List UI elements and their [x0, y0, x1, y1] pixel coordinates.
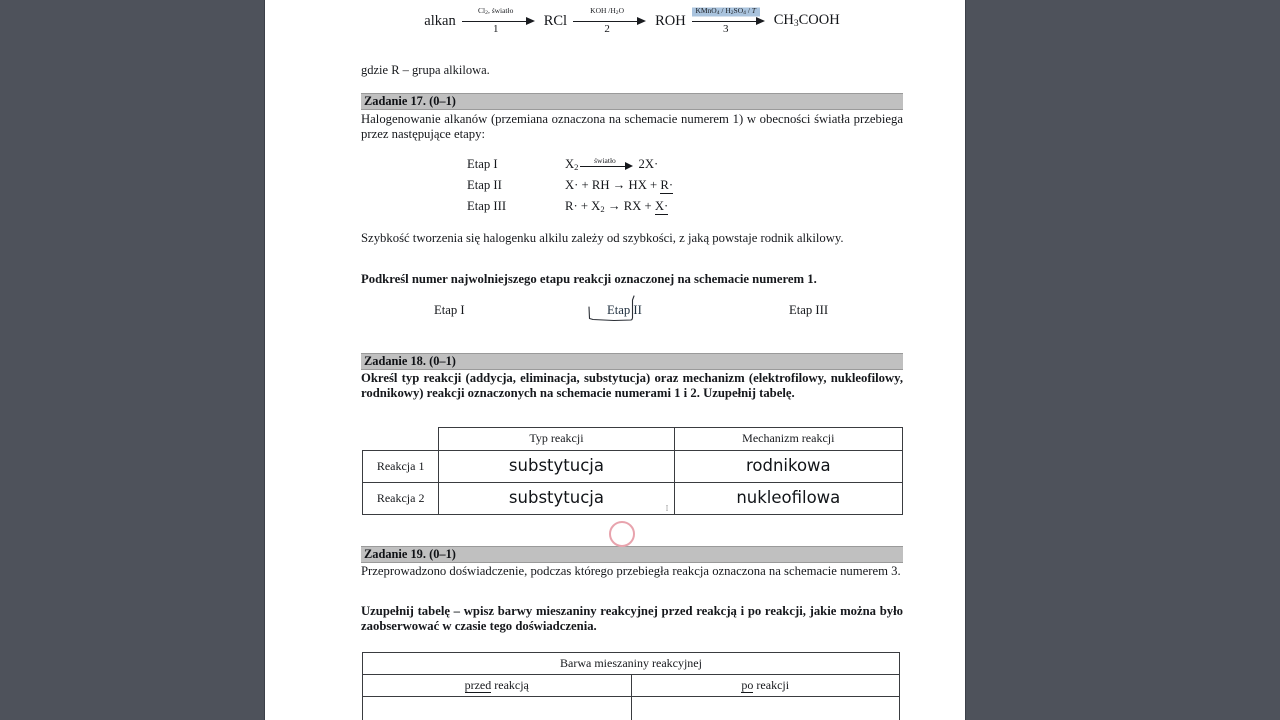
step-equation: [565, 178, 673, 193]
scheme-arrow-2-number: 2: [604, 23, 610, 35]
underlined-word-przed: przed: [464, 678, 492, 692]
task-19-instruction: Uzupełnij tabelę – wpisz barwy mieszaniny reakcyjnej przed reakcją i po reakcji, jakie można było zaobserwować w czasie tego doświadczenia.: [361, 604, 903, 634]
table-col-header-po: po reakcji: [631, 675, 900, 697]
scheme-arrow-1-number: 1: [492, 23, 499, 35]
option-etap-ii[interactable]: Etap II: [607, 303, 642, 317]
underlined-word-po: po: [741, 678, 754, 692]
arrow-line: [692, 21, 758, 22]
table-header-row: [363, 428, 903, 451]
table-header-row: [363, 675, 900, 697]
scheme-species-rcl: RCl: [543, 12, 568, 29]
scheme-species-acetic-acid: $CH_3COOH$: [773, 12, 840, 30]
task-17-header: [361, 93, 903, 110]
task-17-intro: Halogenowanie alkanów (przemiana oznaczona na schemacie numerem 1) w obecności światła przebiega przez następujące etapy:: [361, 112, 903, 142]
task-18-instruction: Określ typ reakcji (addycja, eliminacja, substytucja) oraz mechanizm (elektrofilowy, nukleofilowy, rodnikowy) reakcji oznaczonych na schemacie numerami 1 i 2. Uzupełnij tabelę.: [361, 371, 903, 401]
answer-cell-mechanizm-reakcja-1[interactable]: rodnikowa: [674, 450, 902, 482]
table-title-row: [363, 653, 900, 675]
scheme-species-roh: ROH: [655, 12, 686, 29]
table-col-header-typ: Typ reakcji: [439, 428, 674, 451]
table-row[interactable]: [363, 697, 900, 720]
task-19-header: [361, 546, 903, 563]
scheme-arrow-3: [692, 4, 768, 38]
step-row: [467, 154, 847, 175]
table-title-barwa: Barwa mieszaniny reakcyjnej: [363, 653, 900, 675]
scheme-arrow-3-number: 3: [722, 23, 729, 35]
scheme-arrow-3-conditions: KMnO$_4$ / $H_2SO_4$ / T: [692, 6, 760, 18]
scheme-arrow-2-conditions: KOH $/H_2O$: [590, 6, 624, 17]
step-equation-plain: X· + RH → HX +: [565, 178, 658, 192]
answer-cell-po-reakcji[interactable]: [631, 697, 900, 720]
step-arrow-condition: światło: [594, 156, 616, 166]
step-equation-underlined: X·: [654, 199, 669, 213]
arrow-line: [573, 21, 639, 22]
step-label: Etap III: [467, 199, 507, 213]
scheme-note: gdzie R – grupa alkilowa.: [361, 63, 490, 77]
document-page[interactable]: [265, 0, 965, 720]
answer-cell-typ-reakcja-1[interactable]: substytucja: [439, 450, 674, 482]
answer-cell-typ-reakcja-2[interactable]: substytucja: [439, 482, 674, 514]
step-row: [467, 196, 847, 217]
table-row-label-reakcja-2: Reakcja 2: [363, 482, 439, 514]
table-col-header-przed: przed reakcją: [363, 675, 632, 697]
reaction-scheme: [361, 4, 903, 38]
answer-cell-przed-reakcja[interactable]: [363, 697, 632, 720]
step-equation-underlined: R·: [660, 178, 674, 192]
table-row-label-reakcja-1: Reakcja 1: [363, 450, 439, 482]
arrow-line: [462, 21, 528, 22]
step-label: Etap II: [467, 178, 502, 192]
task-18-table[interactable]: [362, 427, 903, 515]
table-row[interactable]: [363, 450, 903, 482]
option-etap-i[interactable]: Etap I: [434, 303, 465, 317]
step-label: Etap I: [467, 157, 498, 171]
table-row[interactable]: [363, 482, 903, 514]
task-17-remark: Szybkość tworzenia się halogenku alkilu zależy od szybkości, z jaką powstaje rodnik alkilowy.: [361, 231, 844, 245]
task-17-instruction: Podkreśl numer najwolniejszego etapu reakcji oznaczonej na schemacie numerem 1.: [361, 272, 817, 286]
scheme-arrow-1-conditions: $Cl_2$, światło: [478, 6, 514, 17]
step-equation: $R\cdot + X_2$ → RX + X·: [565, 199, 669, 214]
scheme-arrow-1: [462, 4, 538, 38]
task-19-intro: Przeprowadzono doświadczenie, podczas którego przebiegła reakcja oznaczona na schemacie numerem 3.: [361, 564, 901, 578]
task-18-header: [361, 353, 903, 370]
scheme-arrow-2: [573, 4, 649, 38]
step-equation: $X_2$ światło 2X·: [565, 156, 659, 172]
task-17-header-label: Zadanie 17. (0–1): [364, 94, 456, 108]
task-17-options[interactable]: [361, 303, 903, 323]
option-etap-iii[interactable]: Etap III: [789, 303, 829, 317]
task-17-steps: [467, 154, 847, 217]
table-col-header-mechanizm: Mechanizm reakcji: [674, 428, 902, 451]
scheme-species-alkan: alkan: [424, 12, 456, 29]
task-19-table[interactable]: [362, 652, 900, 720]
table-corner-cell: [363, 428, 439, 451]
task-18-header-label: Zadanie 18. (0–1): [364, 354, 456, 368]
task-19-header-label: Zadanie 19. (0–1): [364, 547, 456, 561]
step-row: [467, 175, 847, 196]
answer-cell-mechanizm-reakcja-2[interactable]: nukleofilowa: [674, 482, 902, 514]
step-arrow: [580, 158, 636, 172]
